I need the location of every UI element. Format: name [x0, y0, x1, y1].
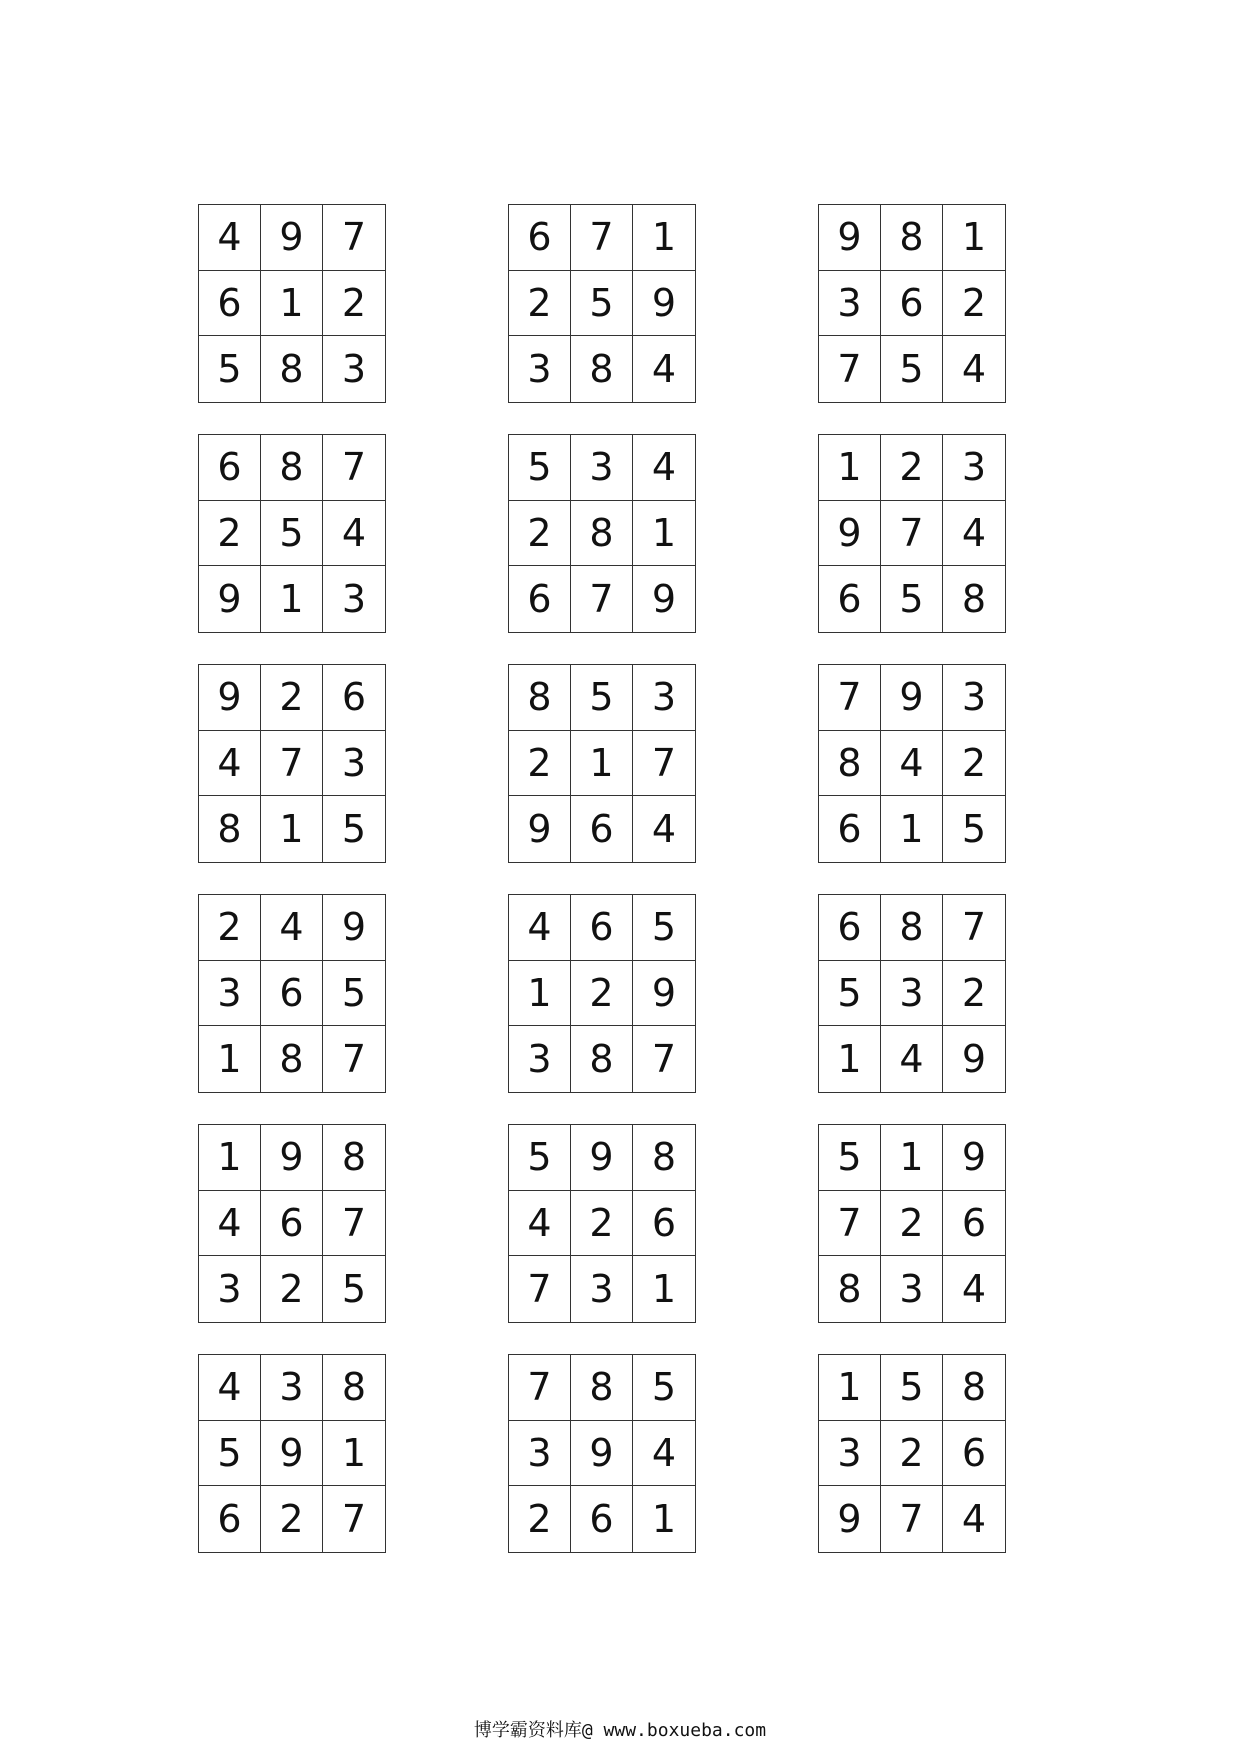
grid-cell: 7 — [571, 566, 633, 632]
grid-cell: 5 — [571, 271, 633, 337]
grid-cell: 9 — [571, 1421, 633, 1487]
grid-cell: 8 — [819, 731, 881, 797]
grid-cell: 7 — [323, 1191, 385, 1257]
grid-cell: 7 — [261, 731, 323, 797]
grid-cell: 4 — [199, 1191, 261, 1257]
grid-cell: 1 — [819, 435, 881, 501]
grid-cell: 9 — [199, 665, 261, 731]
grid-cell: 3 — [881, 1256, 943, 1322]
grid-cell: 8 — [261, 336, 323, 402]
grid-cell: 4 — [651, 347, 677, 392]
grid-cell: 2 — [943, 271, 1005, 337]
grid-cell: 8 — [261, 1026, 323, 1092]
grid-cell: 9 — [819, 501, 881, 567]
number-grid-18 — [818, 1354, 1006, 1553]
grid-cell: 5 — [261, 501, 323, 567]
grid-cell: 8 — [571, 1355, 633, 1421]
grid-cell: 1 — [881, 796, 943, 862]
grid-cell: 1 — [943, 205, 1005, 271]
grid-cell: 1 — [261, 566, 323, 632]
grid-cell: 7 — [509, 1355, 571, 1421]
grid-cell: 4 — [323, 501, 385, 567]
grid-cell: 9 — [881, 665, 943, 731]
grid-cell: 2 — [571, 961, 633, 1027]
grid-cell: 3 — [341, 577, 367, 622]
grid-cell: 9 — [819, 1486, 881, 1552]
grid-cell: 7 — [881, 501, 943, 567]
grid-cell: 5 — [633, 895, 695, 961]
grid-cell: 5 — [509, 1125, 571, 1191]
number-grid-10 — [198, 894, 386, 1093]
grid-cell: 9 — [323, 895, 385, 961]
grid-cell: 4 — [961, 1267, 987, 1312]
grid-cell: 8 — [819, 1256, 881, 1322]
grid-cell: 5 — [509, 435, 571, 501]
grid-cell: 3 — [509, 1421, 571, 1487]
grid-cell: 5 — [819, 1125, 881, 1191]
grid-cell: 5 — [199, 336, 261, 402]
number-grid-14 — [508, 1124, 696, 1323]
grid-cell: 7 — [509, 1256, 571, 1322]
grid-cell: 7 — [651, 1037, 677, 1082]
grid-cell: 1 — [261, 271, 323, 337]
grid-cell: 2 — [509, 271, 571, 337]
grid-cell: 7 — [819, 1191, 881, 1257]
grid-cell: 6 — [943, 1421, 1005, 1487]
grid-cell: 1 — [199, 1026, 261, 1092]
grid-cell: 7 — [571, 205, 633, 271]
grid-cell: 9 — [651, 577, 677, 622]
number-grid-8 — [508, 664, 696, 863]
grid-cell: 1 — [509, 961, 571, 1027]
grid-cell: 1 — [819, 1355, 881, 1421]
grid-cell: 2 — [571, 1191, 633, 1257]
grid-cell: 7 — [341, 1037, 367, 1082]
grid-cell: 6 — [323, 665, 385, 731]
number-grid-7 — [198, 664, 386, 863]
grid-cell: 4 — [961, 1497, 987, 1542]
grid-cell: 2 — [199, 501, 261, 567]
grid-cell: 2 — [261, 1486, 323, 1552]
grid-cell: 7 — [323, 205, 385, 271]
grid-cell: 7 — [323, 435, 385, 501]
grid-cell: 7 — [633, 731, 695, 797]
grid-cell: 8 — [509, 665, 571, 731]
grid-cell: 4 — [881, 731, 943, 797]
grid-cell: 1 — [323, 1421, 385, 1487]
grid-cell: 2 — [881, 1191, 943, 1257]
grid-cell: 3 — [633, 665, 695, 731]
grid-cell: 8 — [571, 1026, 633, 1092]
grid-cell: 8 — [881, 895, 943, 961]
grid-cell: 9 — [961, 1037, 987, 1082]
grid-cell: 9 — [571, 1125, 633, 1191]
grid-cell: 6 — [509, 205, 571, 271]
grid-cell: 6 — [819, 566, 881, 632]
grid-cell: 5 — [881, 566, 943, 632]
number-grid-1 — [198, 204, 386, 403]
number-grid-16 — [198, 1354, 386, 1553]
footer-watermark: 博学霸资料库@ www.boxueba.com — [473, 1720, 767, 1741]
grid-cell: 2 — [261, 665, 323, 731]
grid-cell: 4 — [199, 1355, 261, 1421]
grid-cell: 6 — [819, 796, 881, 862]
grid-cell: 5 — [341, 1267, 367, 1312]
grid-cell: 3 — [341, 347, 367, 392]
grid-cell: 2 — [509, 731, 571, 797]
grid-cell: 1 — [651, 1267, 677, 1312]
grid-cell: 2 — [509, 1486, 571, 1552]
grid-cell: 3 — [881, 961, 943, 1027]
grid-cell: 6 — [881, 271, 943, 337]
grid-cell: 6 — [571, 1486, 633, 1552]
grid-cell: 7 — [819, 665, 881, 731]
grid-cell: 1 — [633, 501, 695, 567]
number-grid-4 — [198, 434, 386, 633]
grid-cell: 6 — [571, 895, 633, 961]
grid-cell: 9 — [633, 271, 695, 337]
grid-cell: 7 — [819, 336, 881, 402]
grid-cell: 6 — [819, 895, 881, 961]
grid-cell: 5 — [323, 961, 385, 1027]
grid-cell: 3 — [943, 665, 1005, 731]
grid-cell: 3 — [199, 1256, 261, 1322]
grid-cell: 6 — [943, 1191, 1005, 1257]
grid-cell: 8 — [261, 435, 323, 501]
grid-cell: 2 — [509, 501, 571, 567]
number-grid-3 — [818, 204, 1006, 403]
grid-cell: 2 — [323, 271, 385, 337]
grid-cell: 9 — [633, 961, 695, 1027]
grid-cell: 8 — [633, 1125, 695, 1191]
number-grid-6 — [818, 434, 1006, 633]
grid-cell: 4 — [509, 1191, 571, 1257]
grid-cell: 5 — [571, 665, 633, 731]
grid-cell: 8 — [199, 796, 261, 862]
grid-cell: 5 — [881, 336, 943, 402]
grid-cell: 4 — [961, 347, 987, 392]
grid-cell: 8 — [323, 1355, 385, 1421]
number-grid-5 — [508, 434, 696, 633]
grid-cell: 6 — [261, 1191, 323, 1257]
number-grid-9 — [818, 664, 1006, 863]
grid-cell: 9 — [261, 205, 323, 271]
grid-cell: 5 — [819, 961, 881, 1027]
grid-cell: 3 — [509, 1026, 571, 1092]
grid-cell: 1 — [651, 1497, 677, 1542]
grid-cell: 2 — [881, 435, 943, 501]
grid-cell: 8 — [323, 1125, 385, 1191]
number-grid-13 — [198, 1124, 386, 1323]
grid-cell: 8 — [943, 1355, 1005, 1421]
number-grid-17 — [508, 1354, 696, 1553]
grid-cell: 6 — [571, 796, 633, 862]
grid-cell: 8 — [881, 205, 943, 271]
grid-cell: 5 — [881, 1355, 943, 1421]
grid-cell: 2 — [261, 1256, 323, 1322]
grid-cell: 4 — [199, 731, 261, 797]
grid-cell: 5 — [633, 1355, 695, 1421]
grid-cell: 2 — [199, 895, 261, 961]
grid-cell: 1 — [819, 1026, 881, 1092]
grid-cell: 3 — [261, 1355, 323, 1421]
grid-cell: 3 — [571, 1256, 633, 1322]
grid-cell: 3 — [819, 1421, 881, 1487]
grid-cell: 3 — [571, 435, 633, 501]
grid-cell: 6 — [199, 1486, 261, 1552]
number-grid-11 — [508, 894, 696, 1093]
grid-cell: 8 — [961, 577, 987, 622]
grid-cell: 8 — [571, 336, 633, 402]
number-grid-15 — [818, 1124, 1006, 1323]
grid-cell: 5 — [341, 807, 367, 852]
grid-cell: 4 — [633, 1421, 695, 1487]
grid-cell: 9 — [819, 205, 881, 271]
grid-cell: 9 — [261, 1125, 323, 1191]
grid-cell: 6 — [633, 1191, 695, 1257]
grid-cell: 4 — [509, 895, 571, 961]
grid-cell: 4 — [199, 205, 261, 271]
grid-cell: 4 — [261, 895, 323, 961]
grid-cell: 6 — [199, 271, 261, 337]
grid-cell: 4 — [651, 807, 677, 852]
grid-cell: 4 — [943, 501, 1005, 567]
grid-cell: 6 — [509, 566, 571, 632]
grid-cell: 4 — [633, 435, 695, 501]
grid-cell: 1 — [633, 205, 695, 271]
grid-cell: 4 — [881, 1026, 943, 1092]
grid-cell: 6 — [261, 961, 323, 1027]
grid-cell: 9 — [199, 566, 261, 632]
number-grid-12 — [818, 894, 1006, 1093]
grid-cell: 3 — [323, 731, 385, 797]
grid-cell: 3 — [819, 271, 881, 337]
grid-cell: 2 — [943, 731, 1005, 797]
grid-cell: 9 — [261, 1421, 323, 1487]
grid-cell: 2 — [881, 1421, 943, 1487]
grid-cell: 2 — [943, 961, 1005, 1027]
grid-cell: 7 — [341, 1497, 367, 1542]
grid-cell: 1 — [261, 796, 323, 862]
grid-cell: 3 — [509, 336, 571, 402]
grid-cell: 1 — [571, 731, 633, 797]
grid-cell: 9 — [509, 796, 571, 862]
grid-cell: 3 — [199, 961, 261, 1027]
grid-cell: 7 — [881, 1486, 943, 1552]
grid-cell: 5 — [199, 1421, 261, 1487]
grid-cell: 8 — [571, 501, 633, 567]
grid-cell: 9 — [943, 1125, 1005, 1191]
grid-cell: 7 — [943, 895, 1005, 961]
number-grid-2 — [508, 204, 696, 403]
grid-cell: 3 — [943, 435, 1005, 501]
grid-cell: 1 — [881, 1125, 943, 1191]
grid-cell: 5 — [961, 807, 987, 852]
grid-cell: 6 — [199, 435, 261, 501]
grid-cell: 1 — [199, 1125, 261, 1191]
